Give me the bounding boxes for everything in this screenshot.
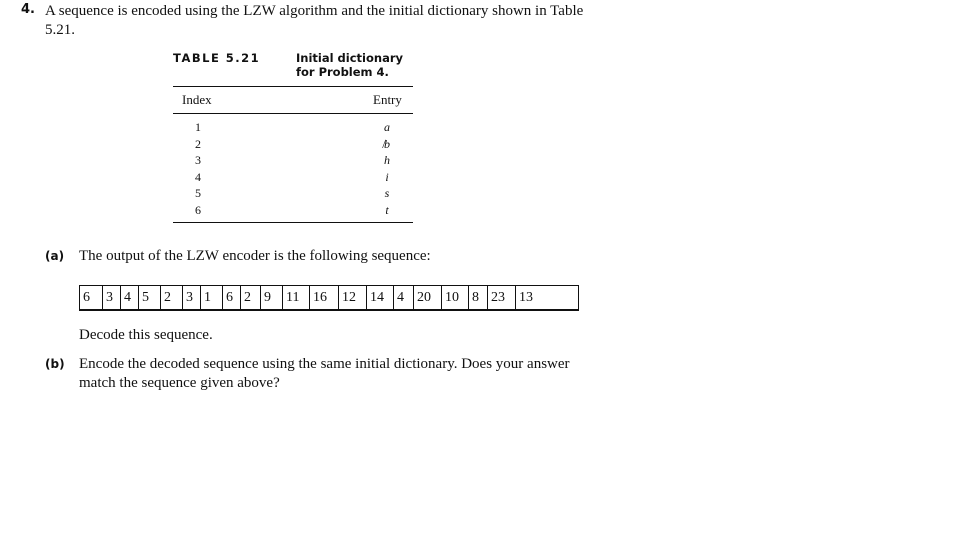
- table-index-cell: 1: [195, 120, 201, 134]
- sequence-cell: 1: [200, 286, 222, 309]
- sequence-cell: 2: [160, 286, 182, 309]
- sequence-cell: 16: [309, 286, 338, 309]
- table-label: TABLE 5.21: [173, 51, 261, 65]
- table-index-cell: 5: [195, 186, 201, 201]
- table-index-cell: 2: [195, 136, 201, 151]
- table-header-index: Index: [182, 92, 212, 107]
- table-caption-line2: for Problem 4.: [296, 65, 389, 79]
- table-index-cell: 6: [195, 203, 201, 217]
- table-top-rule: [173, 86, 413, 87]
- sequence-cell: 11: [282, 286, 309, 309]
- sequence-cell: 4: [393, 286, 413, 309]
- sequence-cell: 10: [441, 286, 468, 309]
- table-entry-cell: a: [384, 120, 390, 134]
- sequence-cell: 2: [240, 286, 260, 309]
- sequence-cell: 8: [468, 286, 487, 309]
- table-bottom-rule: [173, 222, 413, 223]
- table-index-cell: 3: [195, 153, 201, 168]
- sequence-cell: 13: [515, 286, 543, 309]
- sequence-cell: 20: [413, 286, 441, 309]
- sequence-cell: 9: [260, 286, 282, 309]
- sequence-cell: 3: [182, 286, 200, 309]
- sequence-cell: 23: [487, 286, 515, 309]
- part-a-label: (a): [45, 249, 65, 263]
- table-entry-cell: h: [384, 153, 390, 168]
- table-entry-cell: i: [385, 169, 389, 184]
- part-b-label: (b): [45, 357, 65, 371]
- table-header-entry: Entry: [373, 92, 402, 107]
- table-caption-line1: Initial dictionary: [296, 51, 403, 65]
- sequence-cell: 6: [222, 286, 240, 309]
- sequence-cell: 4: [120, 286, 138, 309]
- sequence-cell: 6: [83, 290, 90, 305]
- part-b-text: Encode the decoded sequence using the same initial dictionary. Does your answer match the sequence given above?: [79, 356, 570, 391]
- table-entry-cell: t: [385, 203, 389, 217]
- encoded-sequence-box: [79, 285, 579, 311]
- sequence-cell: 14: [366, 286, 393, 309]
- problem-number: 4.: [21, 2, 35, 17]
- table-entry-cell: ̸b: [384, 136, 390, 151]
- sequence-cell: 12: [338, 286, 366, 309]
- table-entry-cell: s: [384, 186, 390, 201]
- sequence-cell: 3: [102, 286, 120, 309]
- sequence-cell: 5: [138, 286, 160, 309]
- table-index-cell: 4: [195, 169, 201, 184]
- problem-stem: A sequence is encoded using the LZW algorithm and the initial dictionary shown in Table 5.21.: [45, 3, 584, 38]
- table-caption: [296, 51, 456, 79]
- table-header-rule: [173, 113, 413, 114]
- part-a-text: The output of the LZW encoder is the following sequence:: [79, 248, 431, 264]
- decode-instruction: Decode this sequence.: [79, 327, 213, 343]
